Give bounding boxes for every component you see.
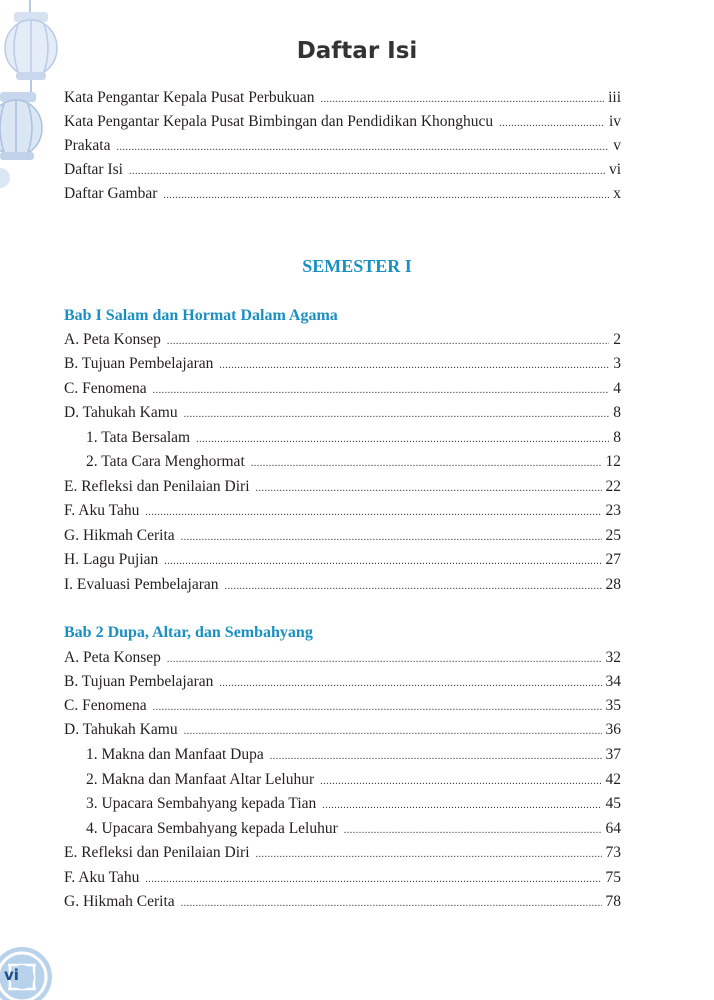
toc-entry-page: 78 [605, 893, 621, 910]
toc-entry[interactable] [64, 184, 621, 206]
toc-subentry[interactable] [86, 452, 621, 474]
toc-entry-label: G. Hikmah Cerita [64, 893, 175, 910]
toc-entry-label: C. Fenomena [64, 380, 147, 397]
toc-entry-label: I. Evaluasi Pembelajaran [64, 576, 219, 593]
toc-entry-label: 3. Upacara Sembahyang kepada Tian [86, 795, 317, 812]
dot-leader [225, 577, 602, 597]
dot-leader [320, 772, 601, 792]
toc-entry-label: 2. Tata Cara Menghormat [86, 453, 245, 470]
toc-entry[interactable] [64, 526, 621, 548]
toc-entry-page: v [613, 137, 621, 154]
toc-entry-page: 75 [605, 869, 621, 886]
toc-entry[interactable] [64, 501, 621, 523]
dot-leader [153, 381, 610, 401]
toc-entry[interactable] [64, 330, 621, 352]
toc-subentry[interactable] [86, 819, 621, 841]
dot-leader [116, 138, 609, 158]
toc-entry-page: 37 [605, 746, 621, 763]
toc-entry-page: vi [608, 161, 621, 178]
toc-entry[interactable] [64, 843, 621, 865]
dot-leader [499, 114, 605, 134]
toc-entry-label: F. Aku Tahu [64, 502, 140, 519]
toc-entry-label: B. Tujuan Pembelajaran [64, 673, 214, 690]
toc-entry-page: 12 [605, 453, 621, 470]
toc-entry[interactable] [64, 696, 621, 718]
toc-entry[interactable] [64, 892, 621, 914]
dot-leader [256, 479, 602, 499]
toc-entry-label: E. Refleksi dan Penilaian Diri [64, 478, 250, 495]
dot-leader [184, 722, 602, 742]
toc-entry-label: C. Fenomena [64, 697, 147, 714]
toc-entry-page: x [613, 185, 621, 202]
toc-entry-label: E. Refleksi dan Penilaian Diri [64, 844, 250, 861]
toc-subentry[interactable] [86, 745, 621, 767]
toc-entry[interactable] [64, 575, 621, 597]
toc-entry-label: 1. Makna dan Manfaat Dupa [86, 746, 264, 763]
toc-entry-page: 22 [605, 478, 621, 495]
toc-entry[interactable] [64, 720, 621, 742]
toc-entry-label: Prakata [64, 137, 111, 154]
toc-entry[interactable] [64, 403, 621, 425]
toc-entry-label: 4. Upacara Sembahyang kepada Leluhur [86, 820, 338, 837]
toc-entry-label: H. Lagu Pujian [64, 551, 159, 568]
toc-entry-page: 27 [605, 551, 621, 568]
toc-entry[interactable] [64, 112, 621, 134]
toc-entry-label: Kata Pengantar Kepala Pusat Bimbingan dan Pendidikan Khonghucu [64, 113, 494, 130]
toc-entry-label: G. Hikmah Cerita [64, 527, 175, 544]
toc-entry[interactable] [64, 672, 621, 694]
dot-leader [251, 454, 602, 474]
dot-leader [153, 698, 602, 718]
toc-entry-page: 32 [605, 649, 621, 666]
toc-entry-label: Daftar Gambar [64, 185, 158, 202]
dot-leader [219, 356, 609, 376]
toc-entry[interactable] [64, 88, 621, 110]
toc-entry-page: 34 [605, 673, 621, 690]
toc-entry-label: A. Peta Konsep [64, 649, 161, 666]
chapter-heading[interactable]: Bab 2 Dupa, Altar, dan Sembahyang [64, 624, 313, 641]
dot-leader [184, 405, 610, 425]
dot-leader [167, 650, 602, 670]
toc-entry[interactable] [64, 550, 621, 572]
toc-entry-page: 36 [605, 721, 621, 738]
lantern-decoration-icon [0, 0, 70, 190]
toc-entry-page: 25 [605, 527, 621, 544]
toc-entry[interactable] [64, 160, 621, 182]
dot-leader [129, 162, 605, 182]
toc-entry-label: A. Peta Konsep [64, 331, 161, 348]
dot-leader [145, 503, 601, 523]
toc-entry-label: Daftar Isi [64, 161, 123, 178]
dot-leader [145, 870, 601, 890]
toc-subentry[interactable] [86, 794, 621, 816]
toc-entry[interactable] [64, 354, 621, 376]
toc-entry-page: iv [608, 113, 621, 130]
toc-entry-page: 3 [613, 355, 621, 372]
dot-leader [321, 90, 605, 110]
toc-entry-page: 23 [605, 502, 621, 519]
dot-leader [270, 747, 602, 767]
toc-entry-page: 64 [605, 820, 621, 837]
dot-leader [164, 552, 601, 572]
toc-subentry[interactable] [86, 428, 621, 450]
toc-entry[interactable] [64, 136, 621, 158]
toc-entry-page: 2 [613, 331, 621, 348]
toc-entry-page: 4 [613, 380, 621, 397]
dot-leader [256, 845, 602, 865]
dot-leader [181, 528, 602, 548]
dot-leader [344, 821, 602, 841]
dot-leader [219, 674, 601, 694]
toc-entry-page: 35 [605, 697, 621, 714]
toc-entry-label: D. Tahukah Kamu [64, 404, 178, 421]
toc-entry-label: D. Tahukah Kamu [64, 721, 178, 738]
toc-entry-page: 8 [613, 404, 621, 421]
toc-entry-label: 1. Tata Bersalam [86, 429, 191, 446]
toc-entry[interactable] [64, 477, 621, 499]
toc-entry[interactable] [64, 379, 621, 401]
toc-entry-page: 45 [605, 795, 621, 812]
toc-entry-page: 28 [605, 576, 621, 593]
toc-entry-page: 73 [605, 844, 621, 861]
toc-entry[interactable] [64, 868, 621, 890]
toc-entry-page: iii [608, 89, 621, 106]
toc-entry-page: 42 [605, 771, 621, 788]
toc-entry-label: 2. Makna dan Manfaat Altar Leluhur [86, 771, 315, 788]
page-number: vi [4, 966, 19, 984]
dot-leader [322, 796, 601, 816]
dot-leader [167, 332, 609, 352]
dot-leader [196, 430, 609, 450]
toc-entry-label: F. Aku Tahu [64, 869, 140, 886]
dot-leader [181, 894, 602, 914]
dot-leader [163, 186, 609, 206]
toc-subentry[interactable] [86, 770, 621, 792]
toc-entry[interactable] [64, 648, 621, 670]
toc-entry-label: Kata Pengantar Kepala Pusat Perbukuan [64, 89, 315, 106]
semester-heading: SEMESTER I [302, 256, 412, 276]
page-title: Daftar Isi [296, 38, 418, 64]
toc-entry-page: 8 [613, 429, 621, 446]
toc-entry-label: B. Tujuan Pembelajaran [64, 355, 214, 372]
chapter-heading[interactable]: Bab I Salam dan Hormat Dalam Agama [64, 307, 338, 324]
